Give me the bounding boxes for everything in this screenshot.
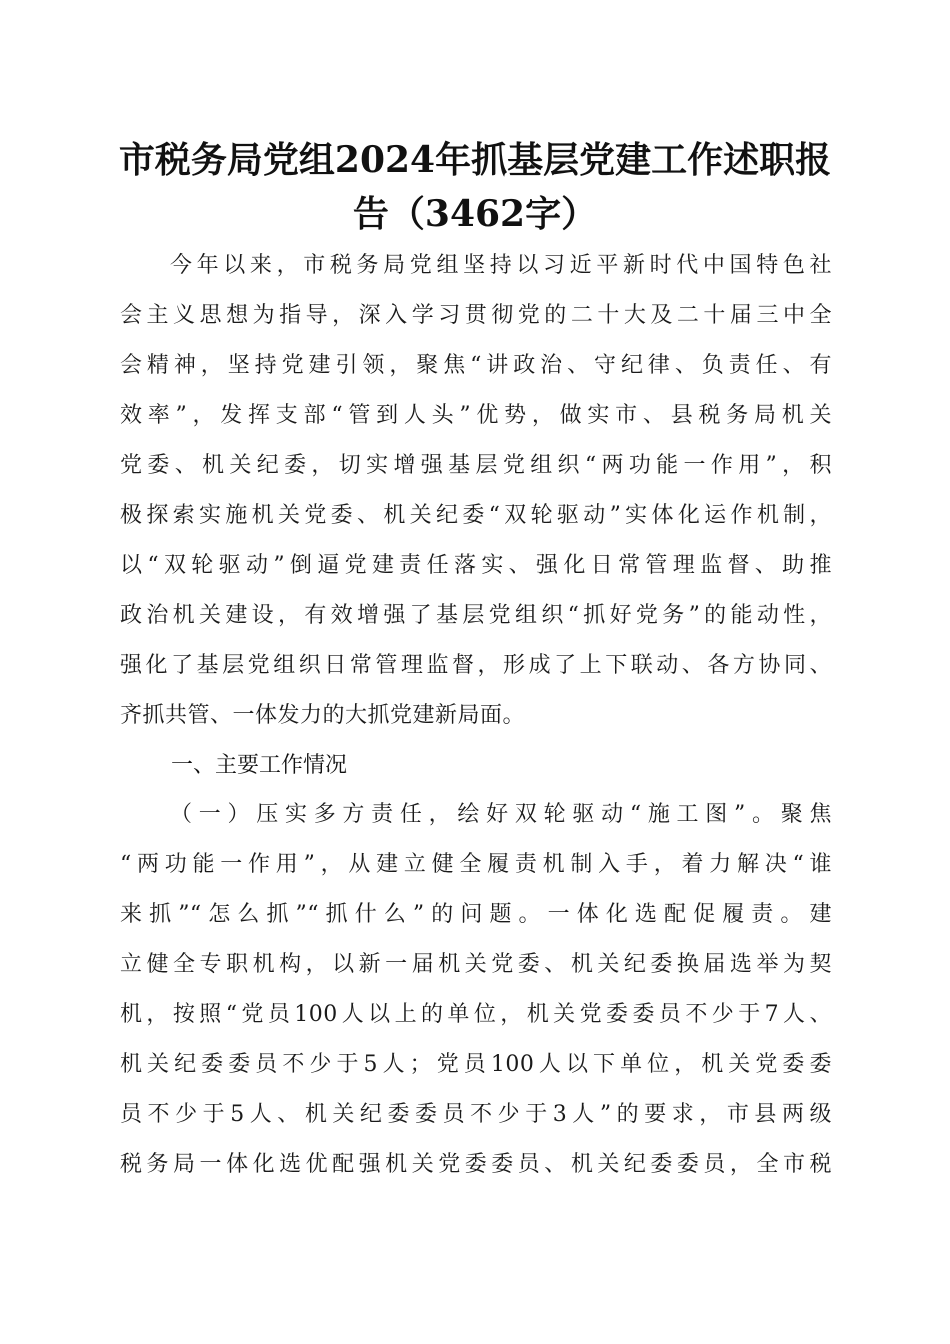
paragraph-line: 来抓”“怎么抓”“抓什么”的问题。一体化选配促履责。建: [120, 902, 832, 927]
paragraph-line: 机，按照“党员100人以上的单位，机关党委委员不少于7人、: [120, 1002, 832, 1027]
paragraph-line: 税务局一体化选优配强机关党委委员、机关纪委委员，全市税: [120, 1152, 832, 1177]
paragraph-line: 会主义思想为指导，深入学习贯彻党的二十大及二十届三中全: [120, 303, 832, 328]
paragraph-line: 员不少于5人、机关纪委委员不少于3人”的要求，市县两级: [120, 1102, 832, 1127]
paragraph-line: 会精神，坚持党建引领，聚焦“讲政治、守纪律、负责任、有: [120, 353, 832, 378]
paragraph-line: 效率”，发挥支部“管到人头”优势，做实市、县税务局机关: [120, 403, 832, 428]
paragraph-line: （一）压实多方责任，绘好双轮驱动“施工图”。聚焦: [170, 802, 832, 827]
paragraph-line: 立健全专职机构，以新一届机关党委、机关纪委换届选举为契: [120, 952, 832, 977]
title-line-2: 告（3462字）: [352, 193, 598, 235]
paragraph-line: 今年以来，市税务局党组坚持以习近平新时代中国特色社: [170, 253, 832, 278]
paragraph-line: 政治机关建设，有效增强了基层党组织“抓好党务”的能动性，: [120, 603, 832, 628]
paragraph-line: 党委、机关纪委，切实增强基层党组织“两功能一作用”，积: [120, 453, 832, 478]
paragraph-line: 机关纪委委员不少于5人；党员100人以下单位，机关党委委: [120, 1052, 832, 1077]
document-title: [110, 133, 840, 241]
paragraph-line: 齐抓共管、一体发力的大抓党建新局面。: [120, 703, 526, 728]
paragraph-line: 极探索实施机关党委、机关纪委“双轮驱动”实体化运作机制，: [120, 503, 832, 528]
paragraph-line: 强化了基层党组织日常管理监督，形成了上下联动、各方协同、: [120, 653, 832, 678]
paragraph-line: 以“双轮驱动”倒逼党建责任落实、强化日常管理监督、助推: [120, 553, 832, 578]
title-line-1: 市税务局党组2024年抓基层党建工作述职报: [118, 139, 832, 181]
section-heading: 一、主要工作情况: [171, 753, 348, 778]
paragraph-line: “两功能一作用”，从建立健全履责机制入手，着力解决“谁: [120, 852, 832, 877]
